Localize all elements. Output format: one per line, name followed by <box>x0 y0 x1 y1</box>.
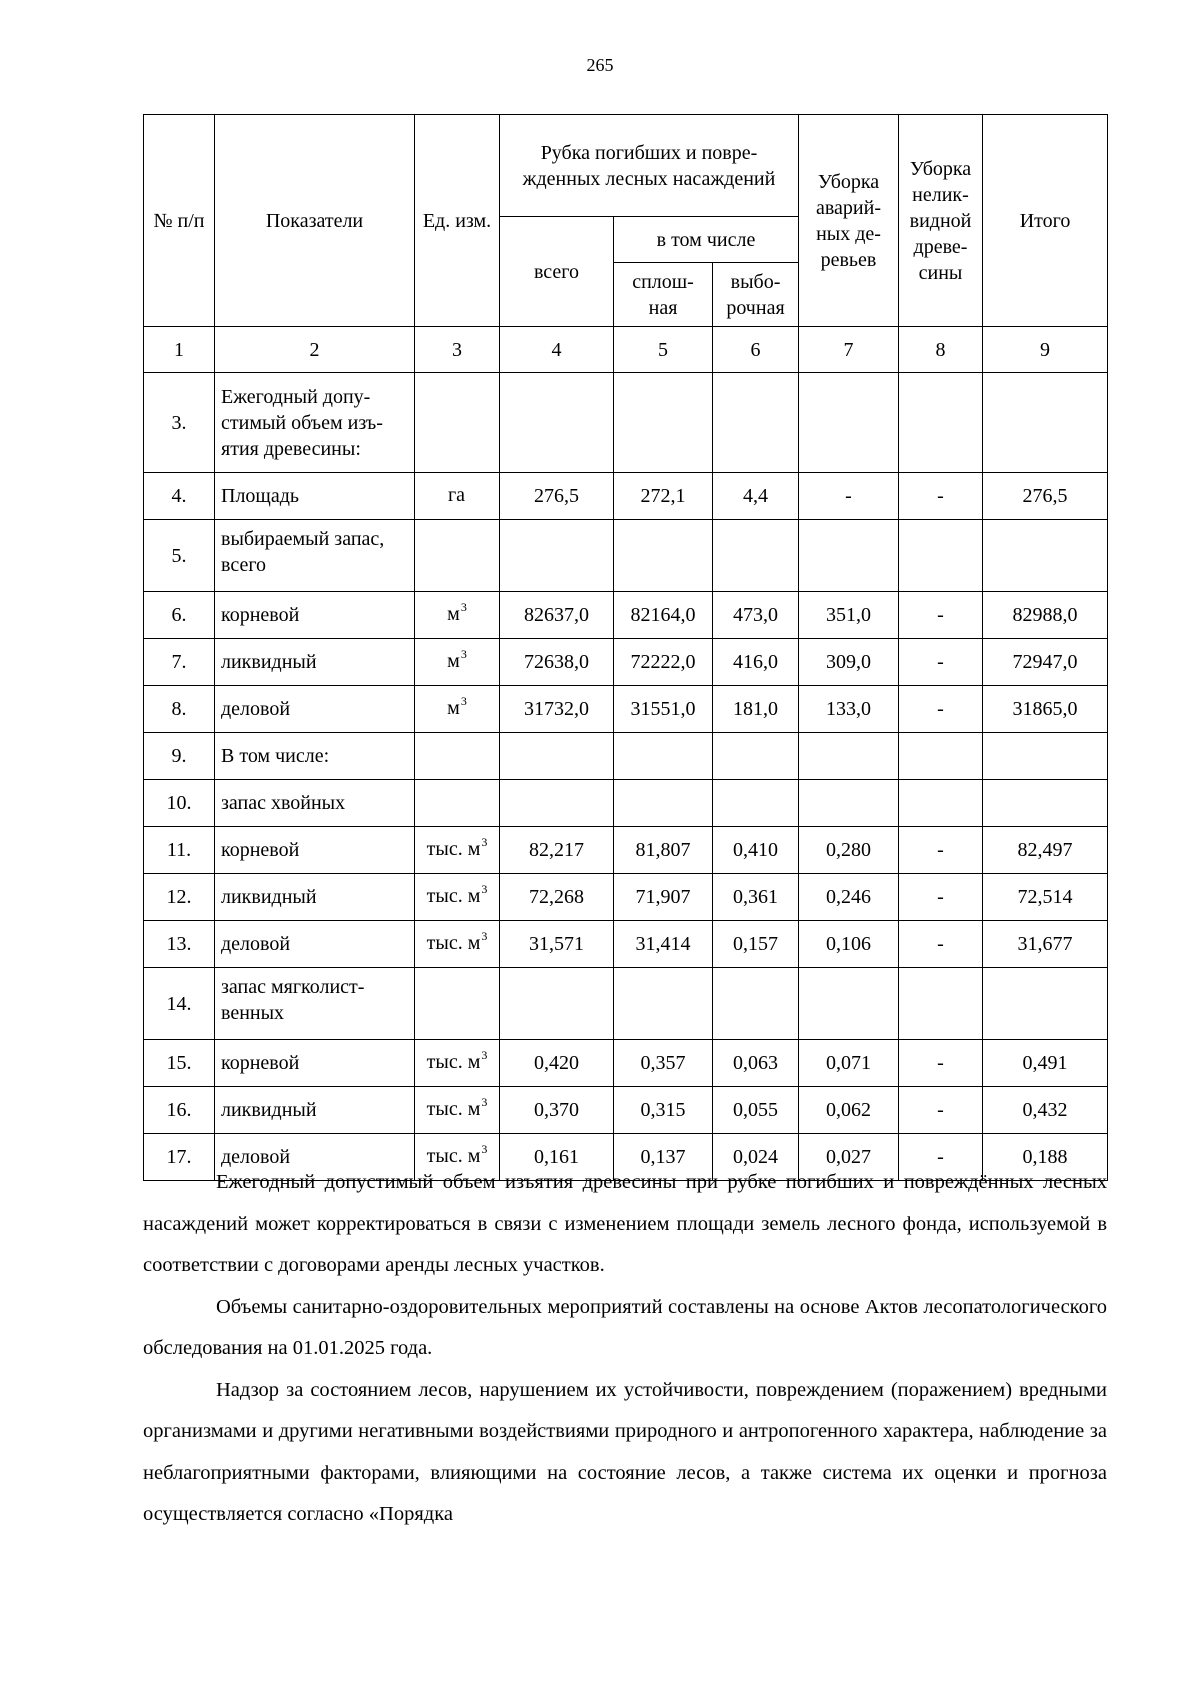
cell-value: 416,0 <box>713 639 799 686</box>
cell-value: - <box>899 827 983 874</box>
cell-value: 0,410 <box>713 827 799 874</box>
cell-value: 0,370 <box>500 1087 614 1134</box>
column-number: 2 <box>215 327 415 373</box>
header-unit: Ед. изм. <box>415 115 500 327</box>
unit-text: м <box>447 603 460 625</box>
table-row <box>144 968 1108 1040</box>
row-label: ликвидный <box>215 1087 415 1134</box>
cell-value: 31,571 <box>500 921 614 968</box>
header-clear: сплош-ная <box>614 263 713 327</box>
row-label: запас хвойных <box>215 780 415 827</box>
cell-value: 276,5 <box>500 473 614 520</box>
cell-value <box>713 733 799 780</box>
row-number: 16. <box>144 1087 215 1134</box>
row-label: ликвидный <box>215 874 415 921</box>
felling-volume-table <box>143 114 1108 1181</box>
row-label: В том числе: <box>215 733 415 780</box>
cell-value <box>799 733 899 780</box>
unit-text: га <box>447 484 466 506</box>
table-row <box>144 780 1108 827</box>
cell-value: - <box>899 1134 983 1181</box>
cell-value <box>899 373 983 473</box>
row-number: 5. <box>144 520 215 592</box>
paragraph: Объемы санитарно-оздоровительных мероприятий составлены на основе Актов лесопатологического обследования на 01.01.2025 года. <box>143 1295 1107 1359</box>
table-row <box>144 733 1108 780</box>
cell-value: - <box>899 874 983 921</box>
unit-text: м <box>447 650 460 672</box>
cell-value: 31,677 <box>983 921 1108 968</box>
column-number: 6 <box>713 327 799 373</box>
cell-value: 473,0 <box>713 592 799 639</box>
cell-value: 272,1 <box>614 473 713 520</box>
header-indicators: Показатели <box>215 115 415 327</box>
cell-value: 0,315 <box>614 1087 713 1134</box>
cell-value: 31551,0 <box>614 686 713 733</box>
cell-value <box>500 520 614 592</box>
row-unit <box>415 733 500 780</box>
row-unit <box>415 1087 500 1134</box>
cell-value: 0,157 <box>713 921 799 968</box>
row-unit <box>415 874 500 921</box>
cell-value <box>983 968 1108 1040</box>
cell-value: 31,414 <box>614 921 713 968</box>
row-label: Площадь <box>215 473 415 520</box>
cell-value: 0,280 <box>799 827 899 874</box>
header-emergency: Уборка аварий-ных де-ревьев <box>799 115 899 327</box>
cell-value: - <box>799 473 899 520</box>
unit-superscript: 3 <box>481 1048 488 1062</box>
unit-text: тыс. м <box>426 885 481 907</box>
unit-text: тыс. м <box>426 1098 481 1120</box>
header-nonliquid: Уборка нелик-видной древе-сины <box>899 115 983 327</box>
cell-value: - <box>899 921 983 968</box>
cell-value <box>713 520 799 592</box>
cell-value: 0,071 <box>799 1040 899 1087</box>
cell-value <box>983 780 1108 827</box>
cell-value: 82,217 <box>500 827 614 874</box>
row-number: 4. <box>144 473 215 520</box>
header-num: № п/п <box>144 115 215 327</box>
cell-value <box>799 780 899 827</box>
row-unit <box>415 639 500 686</box>
column-numbers-row <box>144 327 1108 373</box>
row-label: Ежегодный допу-стимый объем изъ-ятия древесины: <box>215 373 415 473</box>
cell-value <box>500 780 614 827</box>
cell-value: 72947,0 <box>983 639 1108 686</box>
row-unit <box>415 780 500 827</box>
row-unit <box>415 520 500 592</box>
cell-value: 72,268 <box>500 874 614 921</box>
column-number: 9 <box>983 327 1108 373</box>
table-row <box>144 520 1108 592</box>
cell-value: 0,062 <box>799 1087 899 1134</box>
cell-value: 31732,0 <box>500 686 614 733</box>
row-label: корневой <box>215 827 415 874</box>
cell-value: 82988,0 <box>983 592 1108 639</box>
cell-value: 0,357 <box>614 1040 713 1087</box>
row-unit <box>415 1040 500 1087</box>
row-number: 6. <box>144 592 215 639</box>
row-unit <box>415 921 500 968</box>
cell-value <box>983 520 1108 592</box>
cell-value: 0,027 <box>799 1134 899 1181</box>
row-unit <box>415 473 500 520</box>
unit-superscript: 3 <box>460 647 467 661</box>
row-number: 7. <box>144 639 215 686</box>
cell-value: 133,0 <box>799 686 899 733</box>
cell-value <box>500 373 614 473</box>
cell-value <box>899 733 983 780</box>
cell-value: - <box>899 1040 983 1087</box>
cell-value: 0,491 <box>983 1040 1108 1087</box>
table-row <box>144 373 1108 473</box>
column-number: 4 <box>500 327 614 373</box>
cell-value <box>614 373 713 473</box>
cell-value: - <box>899 1087 983 1134</box>
column-number: 5 <box>614 327 713 373</box>
row-label: деловой <box>215 1134 415 1181</box>
cell-value: 0,106 <box>799 921 899 968</box>
unit-superscript: 3 <box>481 835 488 849</box>
cell-value: 309,0 <box>799 639 899 686</box>
cell-value: 81,807 <box>614 827 713 874</box>
column-number: 1 <box>144 327 215 373</box>
cell-value <box>899 780 983 827</box>
cell-value: 82,497 <box>983 827 1108 874</box>
cell-value: - <box>899 473 983 520</box>
paragraph: Ежегодный допустимый объем изъятия древесины при рубке погибших и повреждённых лесных насаждений может корректироваться в связи с изменением площади земель лесного фонда, используемой в соответствии с договорами аренды лесных участков. <box>143 1171 1107 1276</box>
row-number: 12. <box>144 874 215 921</box>
header-felling: Рубка погибших и повре-жденных лесных насаждений <box>500 115 799 217</box>
row-number: 8. <box>144 686 215 733</box>
unit-text: тыс. м <box>426 1145 481 1167</box>
cell-value <box>983 733 1108 780</box>
cell-value <box>614 520 713 592</box>
table-row <box>144 592 1108 639</box>
cell-value <box>713 968 799 1040</box>
unit-superscript: 3 <box>481 882 488 896</box>
cell-value: 0,361 <box>713 874 799 921</box>
cell-value <box>614 780 713 827</box>
header-selective: выбо-рочная <box>713 263 799 327</box>
row-label: ликвидный <box>215 639 415 686</box>
table-row <box>144 1040 1108 1087</box>
paragraph: Надзор за состоянием лесов, нарушением их устойчивости, повреждением (поражением) вредными организмами и другими негативными воздействиями природного и антропогенного характера, наблюдение за неблагоприятными факторами, влияющими на состояние лесов, а также система их оценки и прогноза осуществляется согласно «Порядка <box>143 1378 1107 1525</box>
cell-value: 0,063 <box>713 1040 799 1087</box>
cell-value: 31865,0 <box>983 686 1108 733</box>
unit-text: тыс. м <box>426 1051 481 1073</box>
cell-value: 0,246 <box>799 874 899 921</box>
table-row <box>144 874 1108 921</box>
row-number: 11. <box>144 827 215 874</box>
row-label: деловой <box>215 686 415 733</box>
cell-value: 0,188 <box>983 1134 1108 1181</box>
cell-value: - <box>899 592 983 639</box>
table-row <box>144 827 1108 874</box>
cell-value: 71,907 <box>614 874 713 921</box>
cell-value: 351,0 <box>799 592 899 639</box>
cell-value: 72222,0 <box>614 639 713 686</box>
column-number: 7 <box>799 327 899 373</box>
cell-value: - <box>899 639 983 686</box>
cell-value: 0,024 <box>713 1134 799 1181</box>
unit-superscript: 3 <box>460 694 467 708</box>
row-label: корневой <box>215 592 415 639</box>
cell-value <box>713 780 799 827</box>
unit-superscript: 3 <box>460 600 467 614</box>
cell-value: 0,055 <box>713 1087 799 1134</box>
body-text <box>143 1162 1107 1536</box>
unit-text: тыс. м <box>426 932 481 954</box>
cell-value <box>500 968 614 1040</box>
cell-value: - <box>899 686 983 733</box>
unit-text: тыс. м <box>426 838 481 860</box>
cell-value <box>799 968 899 1040</box>
row-number: 14. <box>144 968 215 1040</box>
cell-value <box>899 520 983 592</box>
cell-value: 4,4 <box>713 473 799 520</box>
column-number: 3 <box>415 327 500 373</box>
table-row <box>144 1087 1108 1134</box>
cell-value <box>713 373 799 473</box>
cell-value <box>799 520 899 592</box>
row-unit <box>415 968 500 1040</box>
cell-value: 72,514 <box>983 874 1108 921</box>
row-unit <box>415 592 500 639</box>
row-label: выбираемый запас, всего <box>215 520 415 592</box>
cell-value <box>799 373 899 473</box>
unit-superscript: 3 <box>481 1095 488 1109</box>
cell-value <box>500 733 614 780</box>
cell-value: 276,5 <box>983 473 1108 520</box>
row-label: деловой <box>215 921 415 968</box>
row-number: 3. <box>144 373 215 473</box>
page-number: 265 <box>586 55 614 75</box>
unit-superscript: 3 <box>481 1142 488 1156</box>
cell-value: 0,137 <box>614 1134 713 1181</box>
row-label: запас мягколист-венных <box>215 968 415 1040</box>
header-including: в том числе <box>614 217 799 263</box>
row-number: 15. <box>144 1040 215 1087</box>
table-row <box>144 921 1108 968</box>
row-number: 13. <box>144 921 215 968</box>
row-number: 17. <box>144 1134 215 1181</box>
cell-value: 181,0 <box>713 686 799 733</box>
table-row <box>144 686 1108 733</box>
row-unit <box>415 827 500 874</box>
row-unit <box>415 686 500 733</box>
cell-value: 0,432 <box>983 1087 1108 1134</box>
header-total-all: всего <box>500 217 614 327</box>
unit-text: м <box>447 697 460 719</box>
cell-value: 0,420 <box>500 1040 614 1087</box>
cell-value: 72638,0 <box>500 639 614 686</box>
row-number: 9. <box>144 733 215 780</box>
column-number: 8 <box>899 327 983 373</box>
row-unit <box>415 373 500 473</box>
header-itogo: Итого <box>983 115 1108 327</box>
cell-value: 82164,0 <box>614 592 713 639</box>
cell-value: 82637,0 <box>500 592 614 639</box>
table-row <box>144 473 1108 520</box>
cell-value <box>614 968 713 1040</box>
cell-value <box>899 968 983 1040</box>
row-number: 10. <box>144 780 215 827</box>
unit-superscript: 3 <box>481 929 488 943</box>
cell-value <box>983 373 1108 473</box>
row-label: корневой <box>215 1040 415 1087</box>
cell-value: 0,161 <box>500 1134 614 1181</box>
table-row <box>144 639 1108 686</box>
cell-value <box>614 733 713 780</box>
